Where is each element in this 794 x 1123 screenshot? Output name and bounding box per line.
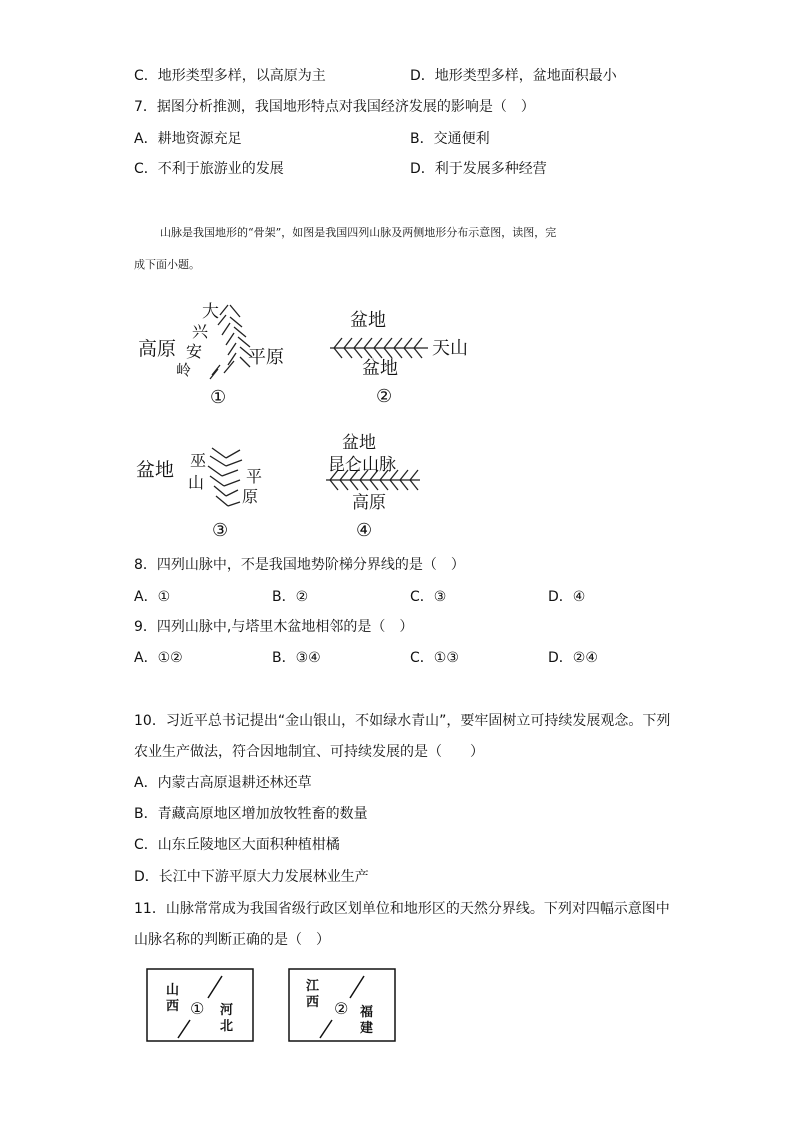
mountain-range-2-symbol	[330, 338, 428, 358]
figure-mountain-3	[130, 440, 280, 545]
intro-line-2: 成下面小题。	[134, 258, 200, 271]
fig1-range-char-4: 岭	[176, 361, 192, 379]
fig3-range-char-1: 巫	[190, 451, 207, 470]
figure-mountain-1	[130, 295, 300, 410]
q6-option-c: C．地形类型多样，以高原为主	[134, 68, 326, 84]
q8-stem: 8．四列山脉中，不是我国地势阶梯分界线的是（ ）	[134, 557, 465, 573]
q10-stem-line-1: 10．习近平总书记提出“金山银山，不如绿水青山”，要牢固树立可持续发展观念。下列	[134, 713, 671, 729]
box-2-right-char-1: 福	[360, 1005, 374, 1020]
q10-option-a: A．内蒙古高原退耕还林还草	[134, 775, 312, 791]
fig3-east-char-2: 原	[242, 487, 259, 506]
q11-stem-line-2: 山脉名称的判断正确的是（ ）	[134, 932, 330, 948]
fig3-west-label: 盆地	[136, 459, 175, 481]
mountain-range-3-symbol	[208, 448, 242, 506]
q9-option-d: D．②④	[548, 650, 598, 666]
box-1-left-char-2: 西	[166, 999, 180, 1014]
q7-stem: 7．据图分析推测，我国地形特点对我国经济发展的影响是（ ）	[134, 99, 535, 115]
q9-option-c: C．①③	[410, 650, 459, 666]
q7-option-d: D．利于发展多种经营	[410, 161, 547, 177]
q10-option-c: C．山东丘陵地区大面积种植柑橘	[134, 837, 340, 853]
province-box-2	[288, 968, 398, 1044]
figure-mountain-4	[320, 428, 430, 543]
fig2-south-label: 盆地	[362, 358, 398, 379]
fig1-range-char-3: 安	[186, 342, 203, 361]
fig1-west-label: 高原	[138, 338, 177, 360]
q11-stem-line-1: 11．山脉常常成为我国省级行政区划单位和地形区的天然分界线。下列对四幅示意图中	[134, 901, 670, 917]
q7-option-c: C．不利于旅游业的发展	[134, 161, 284, 177]
box-2-number: ②	[334, 999, 349, 1018]
box-1-right-char-1: 河	[220, 1003, 234, 1018]
box-2-right-char-2: 建	[360, 1021, 374, 1036]
q10-stem-line-2: 农业生产做法，符合因地制宜、可持续发展的是（ ）	[134, 744, 484, 760]
box-1-left-char-1: 山	[166, 983, 180, 998]
fig3-number: ③	[212, 520, 229, 541]
q7-option-a: A．耕地资源充足	[134, 131, 242, 147]
box-1-right-char-2: 北	[220, 1019, 234, 1034]
fig4-north-label: 盆地	[342, 433, 376, 453]
fig2-north-label: 盆地	[350, 310, 386, 331]
fig2-number: ②	[376, 386, 393, 407]
q8-option-a: A．①	[134, 589, 171, 605]
province-box-1	[146, 968, 256, 1044]
fig4-range-label: 昆仑山脉	[328, 455, 396, 475]
intro-line-1: 山脉是我国地形的“骨架”，如图是我国四列山脉及两侧地形分布示意图，读图，完	[160, 226, 557, 239]
q8-option-d: D．④	[548, 589, 586, 605]
fig1-number: ①	[210, 387, 227, 408]
q8-option-c: C．③	[410, 589, 447, 605]
fig2-range-label: 天山	[432, 338, 468, 359]
q10-option-d: D．长江中下游平原大力发展林业生产	[134, 869, 369, 885]
q9-option-a: A．①②	[134, 650, 183, 666]
q6-option-d: D．地形类型多样，盆地面积最小	[410, 68, 617, 84]
q8-option-b: B．②	[272, 589, 309, 605]
q10-option-b: B．青藏高原地区增加放牧牲畜的数量	[134, 806, 368, 822]
fig3-east-char-1: 平	[246, 467, 263, 486]
box-2-left-char-2: 西	[306, 995, 320, 1010]
box-2-left-char-1: 江	[306, 979, 320, 994]
fig1-east-label: 平原	[248, 347, 284, 368]
fig1-range-char-2: 兴	[192, 322, 209, 341]
fig4-number: ④	[356, 520, 373, 541]
q9-option-b: B．③④	[272, 650, 321, 666]
q7-option-b: B．交通便利	[410, 131, 490, 147]
figure-mountain-2	[320, 300, 480, 410]
fig1-range-char-1: 大	[202, 302, 219, 322]
q9-stem: 9．四列山脉中,与塔里木盆地相邻的是（ ）	[134, 619, 414, 635]
fig3-range-char-2: 山	[188, 473, 205, 492]
box-1-number: ①	[190, 999, 205, 1018]
fig4-south-label: 高原	[352, 493, 386, 513]
